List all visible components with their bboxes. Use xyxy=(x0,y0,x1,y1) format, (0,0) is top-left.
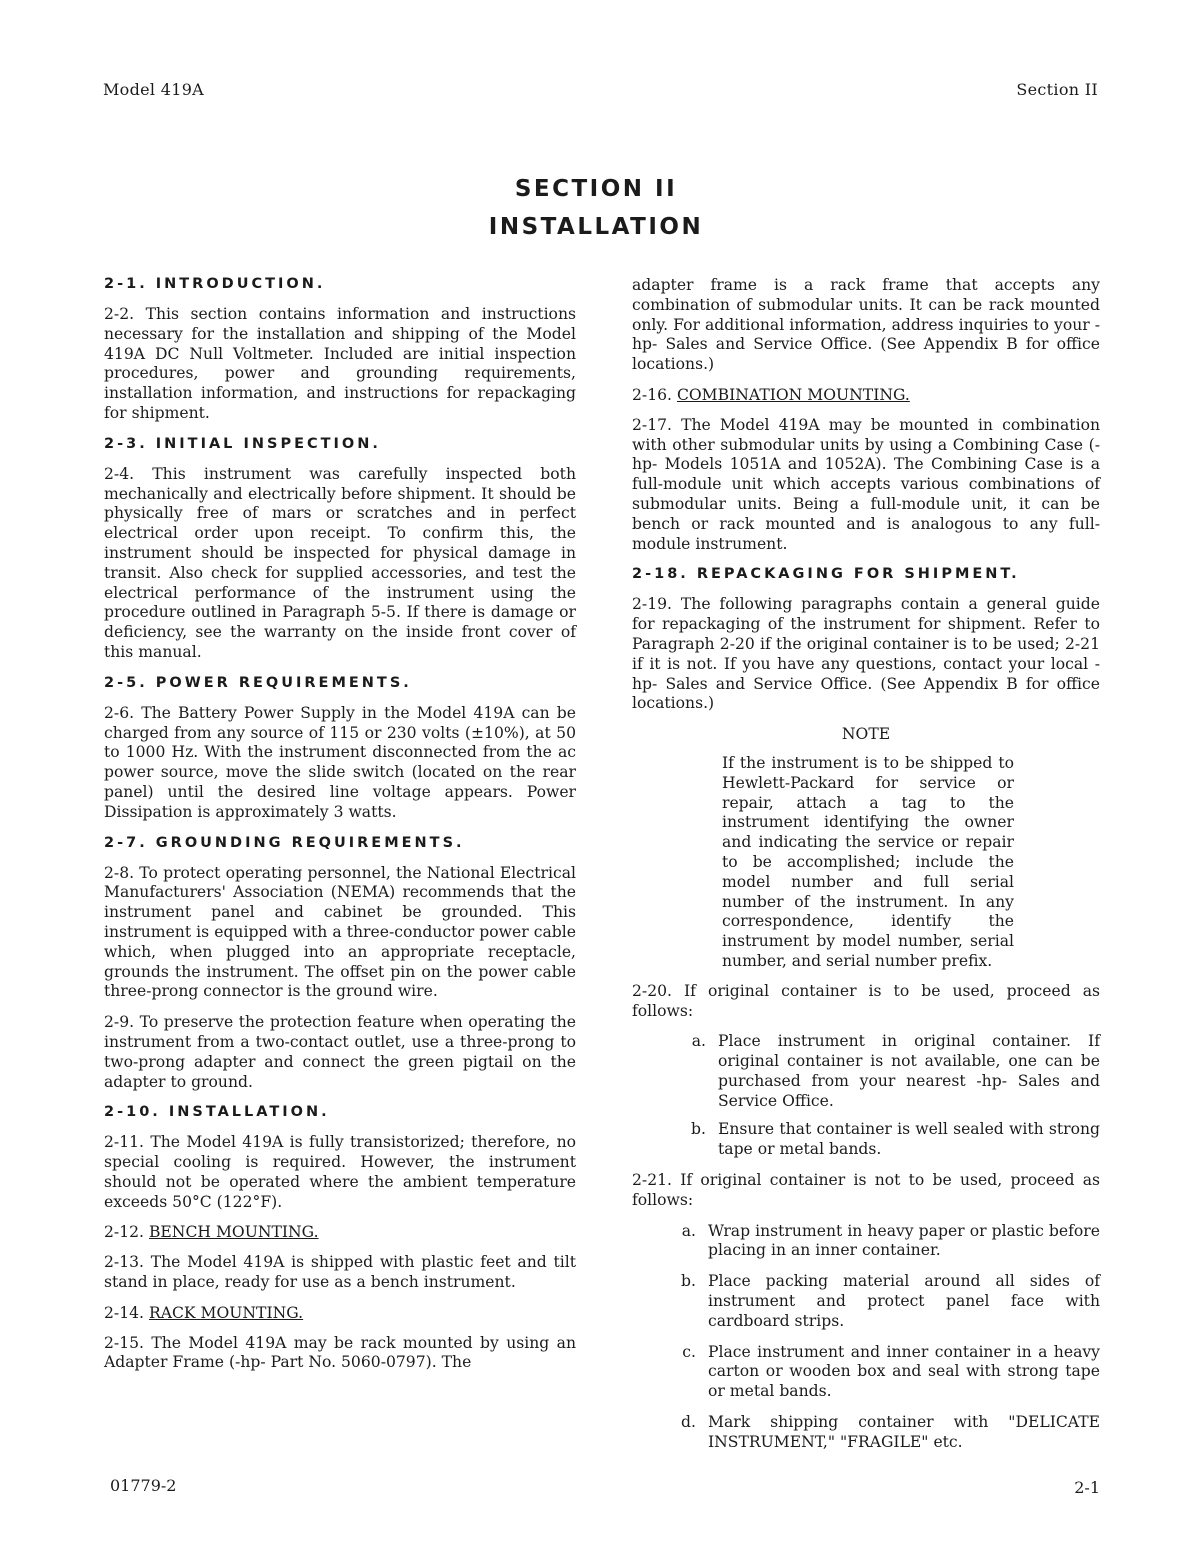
footer-document-number: 01779-2 xyxy=(110,1476,177,1495)
paragraph-2-2: 2-2. This section contains information and instructions necessary for the installation and shipping of the Model 419A DC Null Voltmeter. Included are initial inspection procedures, power and grounding requirements, installation information, and instructions for repackaging for shipment. xyxy=(104,305,576,422)
list-2-21 xyxy=(632,1222,1100,1453)
paragraph-2-11: 2-11. The Model 419A is fully transistorized; therefore, no special cooling is required. However, the instrument should not be operated where the ambient temperature exceeds 50°C (122°F). xyxy=(104,1133,576,1211)
header-section: Section II xyxy=(1016,80,1098,99)
paragraph-2-15: 2-15. The Model 419A may be rack mounted by using an Adapter Frame (-hp- Part No. 5060-0797). The xyxy=(104,1333,576,1372)
list-item xyxy=(632,1032,1100,1111)
paragraph-2-19: 2-19. The following paragraphs contain a general guide for repackaging of the instrument for shipment. Refer to Paragraph 2-20 if the original container is to be used; 2-21 if it is not. If you have any questions, contact your local -hp- Sales and Service Office. (See Appendix B for office locations.) xyxy=(632,595,1100,713)
subheading-number: 2-12. xyxy=(104,1223,144,1242)
list-item xyxy=(632,1343,1100,1402)
list-marker: d. xyxy=(681,1413,696,1432)
note-text: If the instrument is to be shipped to Hewlett-Packard for service or repair, attach a tag to the instrument identifying the owner and indicating the service or repair to be accomplished; include the model number and full serial number of the instrument. In any correspondence, identify the instrument by model number, serial number, and serial number prefix. xyxy=(722,753,1014,970)
heading-power-requirements: 2-5. POWER REQUIREMENTS. xyxy=(104,674,412,691)
right-column xyxy=(632,276,1100,1464)
list-item xyxy=(632,1120,1100,1160)
list-item xyxy=(632,1222,1100,1262)
list-marker: a. xyxy=(681,1221,696,1240)
subheading-bench-mounting xyxy=(104,1223,576,1243)
heading-grounding-requirements: 2-7. GROUNDING REQUIREMENTS. xyxy=(104,834,465,851)
heading-initial-inspection: 2-3. INITIAL INSPECTION. xyxy=(104,435,381,452)
left-column xyxy=(104,275,576,1384)
header-model: Model 419A xyxy=(103,80,205,99)
list-marker: a. xyxy=(691,1032,706,1051)
subheading-rack-mounting xyxy=(104,1304,576,1324)
paragraph-2-6: 2-6. The Battery Power Supply in the Model 419A can be charged from any source of 115 or 230 volts (±10%), at 50 to 1000 Hz. With the instrument disconnected from the ac power source, move the slide switch (located on the rear panel) until the desired line voltage appears. Power Dissipation is approximately 3 watts. xyxy=(104,703,576,821)
list-text: Ensure that container is well sealed with strong tape or metal bands. xyxy=(718,1120,1100,1159)
paragraph-2-15-continued: adapter frame is a rack frame that accepts any combination of submodular units. It can be rack mounted only. For additional information, address inquiries to your -hp- Sales and Service Office. (See Appendix B for office locations.) xyxy=(632,276,1100,374)
list-text: Place packing material around all sides of instrument and protect panel face with cardboard strips. xyxy=(708,1272,1100,1330)
subheading-combination-mounting xyxy=(632,386,1100,406)
list-marker: b. xyxy=(691,1120,706,1139)
paragraph-2-8: 2-8. To protect operating personnel, the National Electrical Manufacturers' Association (NEMA) recommends that the instrument panel and cabinet be grounded. This instrument is equipped with a three-conductor power cable which, when plugged into an appropriate receptacle, grounds the instrument. The offset pin on the power cable three-prong connector is the ground wire. xyxy=(104,863,576,1001)
heading-introduction: 2-1. INTRODUCTION. xyxy=(104,276,326,292)
subheading-title: COMBINATION MOUNTING. xyxy=(676,385,910,404)
list-item xyxy=(632,1413,1100,1453)
section-subtitle: INSTALLATION xyxy=(488,214,704,240)
list-text: Place instrument in original container. If original container is not available, one can be purchased from your nearest -hp- Sales and Service Office. xyxy=(718,1032,1100,1110)
paragraph-2-17: 2-17. The Model 419A may be mounted in combination with other submodular units by using a Combining Case (-hp- Models 1051A and 1052A). The Combining Case is a full-module unit which accepts various combinations of submodular units. Being a full-module unit, it can be bench or rack mounted and is analogous to any full-module instrument. xyxy=(632,415,1100,553)
list-2-20 xyxy=(632,1032,1100,1160)
heading-repackaging: 2-18. REPACKAGING FOR SHIPMENT. xyxy=(632,566,1020,583)
subheading-title: RACK MOUNTING. xyxy=(148,1303,304,1322)
heading-installation: 2-10. INSTALLATION. xyxy=(104,1104,330,1121)
subheading-title: BENCH MOUNTING. xyxy=(148,1223,319,1242)
footer-page-number: 2-1 xyxy=(1074,1478,1100,1497)
list-text: Mark shipping container with "DELICATE INSTRUMENT," "FRAGILE" etc. xyxy=(708,1413,1100,1451)
section-title: SECTION II xyxy=(514,176,678,202)
subheading-number: 2-14. xyxy=(104,1303,144,1322)
list-text: Place instrument and inner container in a heavy carton or wooden box and seal with strong tape or metal bands. xyxy=(708,1342,1100,1401)
list-marker: b. xyxy=(681,1272,696,1291)
list-text: Wrap instrument in heavy paper or plastic before placing in an inner container. xyxy=(708,1221,1100,1260)
note-label: NOTE xyxy=(841,725,891,744)
paragraph-2-20: 2-20. If original container is to be used, proceed as follows: xyxy=(632,981,1100,1020)
list-marker: c. xyxy=(682,1342,696,1361)
paragraph-2-21: 2-21. If original container is not to be used, proceed as follows: xyxy=(632,1171,1100,1209)
list-item xyxy=(632,1272,1100,1331)
paragraph-2-9: 2-9. To preserve the protection feature when operating the instrument from a two-contact outlet, use a three-prong to two-prong adapter and connect the green pigtail on the adapter to ground. xyxy=(104,1013,576,1091)
subheading-number: 2-16. xyxy=(632,385,672,404)
paragraph-2-4: 2-4. This instrument was carefully inspected both mechanically and electrically before shipment. It should be physically free of mars or scratches and in perfect electrical order upon receipt. To confirm this, the instrument should be inspected for physical damage in transit. Also check for supplied accessories, and test the electrical performance of the instrument using the procedure outlined in Paragraph 5-5. If there is damage or deficiency, see the warranty on the inside front cover of this manual. xyxy=(104,464,576,661)
paragraph-2-13: 2-13. The Model 419A is shipped with plastic feet and tilt stand in place, ready for use as a bench instrument. xyxy=(104,1253,576,1292)
